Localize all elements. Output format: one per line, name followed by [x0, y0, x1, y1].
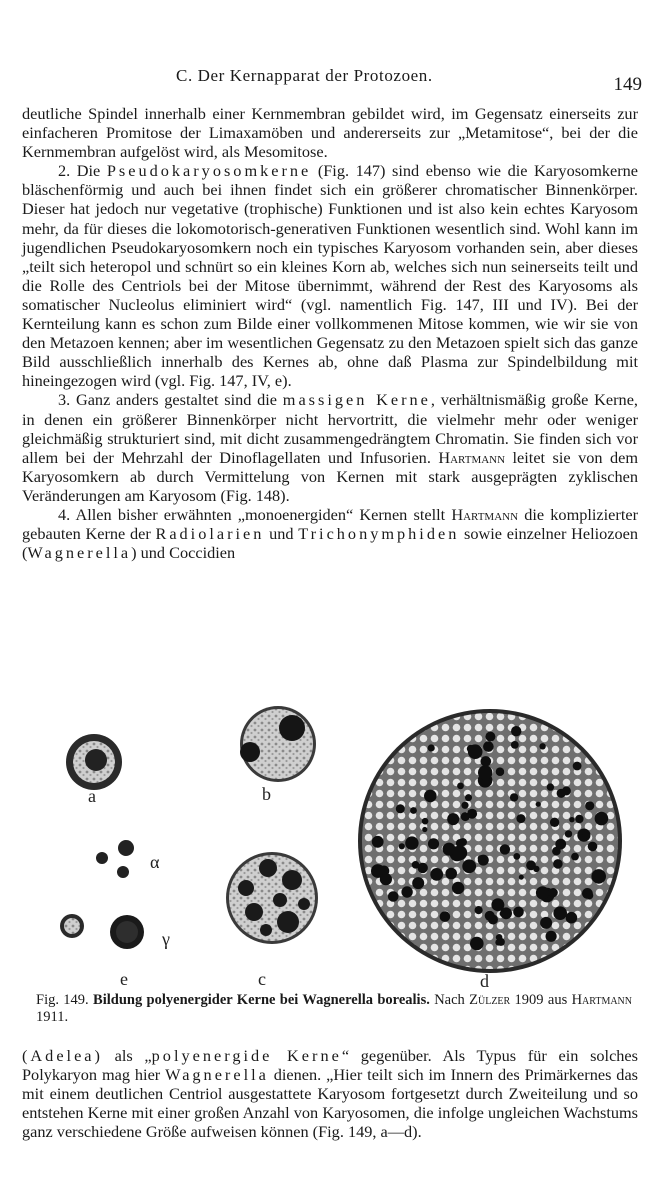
term-wagnerella: Wagnerella	[165, 1065, 269, 1085]
karyosome-dot	[388, 891, 399, 902]
karyosome-dot	[424, 790, 437, 803]
term-radiolarien: Radiolarien	[155, 524, 265, 544]
karyosome-dot	[422, 818, 429, 825]
nucleus-d	[358, 709, 622, 973]
karyosome-dot	[549, 888, 558, 897]
karyosome-dot	[452, 846, 467, 861]
karyosome-dot	[513, 853, 520, 860]
text-run: , verhältnismäßig große Kerne, in denen ein größerer Binnenkörper nicht hervortritt, die vielmehr mehr oder weniger gleichmäßig strukturiert sind, mit dicht zusammengedrängtem Chromatin. Sie finden sich vor allem bei der Mehrzahl der Dinoflagellaten und Infusorien.	[22, 390, 638, 467]
figure-caption	[36, 992, 632, 1026]
karyosome-dot	[496, 767, 505, 776]
karyosome-dot	[418, 863, 428, 873]
karyosome-dot	[430, 868, 443, 881]
karyosome-dot	[500, 844, 510, 854]
karyosome-dot	[465, 794, 472, 801]
karyosome-dot	[445, 868, 457, 880]
label-c: c	[258, 969, 266, 989]
karyosome-dot	[553, 859, 563, 869]
term-wagnerella: Wagnerella	[27, 543, 132, 563]
paragraph-4	[22, 505, 638, 562]
karyosome-dot	[566, 912, 578, 924]
karyosome-dot	[412, 877, 424, 889]
karyosome-dot	[452, 882, 464, 894]
karyosome-dot	[571, 853, 579, 861]
karyosome-dot	[399, 843, 405, 849]
karyosome-dot	[565, 830, 572, 837]
term-adelea: (Adelea)	[22, 1046, 103, 1065]
label-d: d	[480, 971, 489, 990]
karyosome-dot	[586, 892, 593, 899]
label-alpha: α	[150, 852, 160, 872]
text-run: leitet sie von dem Karyosomkern ab durch Vermittelung von Kernen mit stark ausgeprägten zyklischen Veränderungen am Karyosom (Fig. 148).	[22, 447, 638, 505]
author-name: Hartmann	[438, 447, 506, 467]
text-run: sowie einzelner Heliozoen (	[22, 524, 639, 563]
karyosome-dot	[500, 911, 505, 916]
figure-149	[22, 700, 638, 990]
karyosome-dot	[550, 818, 559, 827]
paragraph-5	[22, 1046, 638, 1141]
karyosome-dot	[461, 802, 468, 809]
karyosome-dot	[513, 907, 524, 918]
nucleus-e-stages	[60, 840, 144, 949]
caption-author: Zülzer	[469, 992, 511, 1008]
karyosome-dot	[497, 938, 505, 946]
karyosome-dot	[562, 786, 571, 795]
label-b: b	[262, 784, 271, 804]
term-pseudokaryosomkerne: Pseudokaryosomkerne	[106, 161, 312, 181]
karyosome-dot	[428, 838, 439, 849]
karyosome-dot	[573, 762, 582, 771]
karyosome-dot	[481, 756, 492, 767]
text-run: 2. Die	[58, 161, 107, 181]
text-run: als „	[102, 1046, 152, 1065]
karyosome-dot	[533, 866, 539, 872]
term-trichonymphiden: Trichonymphiden	[298, 524, 460, 544]
paragraph-1: deutliche Spindel innerhalb einer Kernmembran gebildet wird, im Gegensatz einerseits zur einfacheren Promitose der Limaxamöben und andererseits zur „Metamitose“, bei der die Kernmembran aufgelöst wird, als Mesomitose.	[22, 104, 638, 162]
karyosome-dot	[491, 898, 504, 911]
karyosome-dot	[401, 886, 412, 897]
karyosome-dot	[485, 732, 495, 742]
karyosome-dot	[595, 812, 609, 826]
caption-label: Fig. 149.	[36, 992, 89, 1008]
caption-author: Hartmann	[571, 992, 633, 1008]
caption-text: 1909 aus	[510, 992, 572, 1008]
nuclei-illustration	[22, 700, 638, 990]
caption-text: 1911.	[36, 1009, 69, 1025]
text-run: und	[264, 524, 299, 544]
karyosome-dot	[475, 906, 483, 914]
term-polyenergide-kerne: polyenergide Kerne	[151, 1046, 342, 1065]
karyosome-dot	[428, 744, 435, 751]
running-head: C. Der Kernapparat der Protozoen.	[176, 66, 433, 85]
karyosome-dot	[588, 842, 598, 852]
text-run: 3. Ganz anders gestaltet sind die	[58, 390, 283, 410]
karyosome-dot	[516, 814, 525, 823]
karyosome-dot	[405, 836, 418, 849]
author-name: Hartmann	[451, 504, 519, 524]
caption-title: Bildung polyenergider Kerne bei Wagnerella borealis.	[93, 992, 430, 1008]
karyosome-dot	[555, 839, 566, 850]
label-gamma: γ	[162, 929, 170, 949]
karyosome-dot	[396, 804, 405, 813]
nucleus-a	[66, 734, 122, 790]
karyosome-dot	[468, 744, 483, 759]
caption-text: Nach	[429, 992, 470, 1008]
body-text-bottom	[22, 1046, 638, 1141]
karyosome-dot	[470, 937, 484, 951]
karyosome-dot	[462, 859, 476, 873]
karyosome-dot	[582, 832, 589, 839]
karyosome-dot	[478, 765, 492, 779]
karyosome-dot	[483, 741, 494, 752]
karyosome-dot	[585, 801, 594, 810]
text-run: (Fig. 147) sind ebenso wie die Karyosomkerne bläschenförmig und auch bei ihnen findet sich ein größerer chromatischer Binnenkörper. Dieser hat jedoch nur vegetative (trophische) Funktionen und ist also kein echtes Karyosom mehr, da für dieses die lokomotorisch-generativen Funktionen wesentlich sind. Wohl kann im jugendlichen Pseudokaryosomkern noch ein typisches Karyosom vorhanden sein, aber dieses „teilt sich heteropol und schnürt so ein kleines Korn ab, welches sich nun seinerseits teilt und die Rolle des Centriols bei der Mitose übernimmt, während der Rest des Karyosoms als somatischer Nucleolus eliminiert wird“ (vgl. namentlich Fig. 147, III und IV). Bei der Kernteilung kann es schon zum Bilde einer vollkommenen Mitose kommen, wie wir sie von den Metazoen kennen; aber im wesentlichen Gegensatz zu den Metazoen spielt sich das ganze Bild ausschließlich innerhalb des Kernes ab, ohne daß Plasma zur Spindelbildung mit hineingezogen wird (vgl. Fig. 147, IV, e).	[22, 161, 639, 391]
karyosome-dot	[410, 807, 417, 814]
paragraph-3	[22, 390, 638, 505]
paragraph-2	[22, 161, 638, 390]
karyosome-dot	[569, 817, 574, 822]
karyosome-dot	[547, 783, 554, 790]
label-a: a	[88, 786, 96, 806]
term-massige-kerne: massigen Kerne	[282, 390, 431, 410]
text-run: ) und Coccidien	[131, 543, 236, 563]
karyosome-dot	[447, 813, 459, 825]
text-run: die komplizierter gebauten Kerne der	[22, 504, 638, 544]
karyosome-dot	[511, 726, 521, 736]
karyosome-dot	[536, 886, 549, 899]
karyosome-dot	[575, 815, 583, 823]
karyosome-dot	[422, 827, 427, 832]
karyosome-dot	[380, 873, 392, 885]
karyosome-dot	[536, 802, 541, 807]
karyosome-dot	[457, 783, 464, 790]
body-text-top	[22, 104, 638, 562]
karyosome-dot	[510, 793, 518, 801]
karyosome-dot	[440, 911, 451, 922]
karyosome-dot	[372, 836, 384, 848]
karyosome-dot	[591, 869, 606, 884]
nucleus-c	[226, 852, 318, 944]
page-number: 149	[613, 74, 642, 95]
karyosome-dot	[461, 812, 470, 821]
karyosome-dot	[546, 931, 557, 942]
karyosome-dot	[511, 741, 519, 749]
karyosome-dot	[485, 911, 495, 921]
karyosome-dot	[540, 917, 552, 929]
karyosome-dot	[539, 743, 545, 749]
text-run: 4. Allen bisher erwähnten „monoenergiden“ Kernen stellt	[58, 504, 452, 524]
karyosome-dot	[553, 906, 567, 920]
page-header	[0, 66, 662, 95]
text-run: dienen. „Hier teilt sich im Innern des Primärkernes das mit einem deutlichen Centriol ausgestattete Karyosom fortgesetzt durch Zweiteilung und so entstehen Kerne mit einer großen Anzahl von Karyosomen, die infolge ungleichen Wachstums ganz verschiedene Größe aufweisen können (Fig. 149, a—d).	[22, 1065, 639, 1142]
karyosome-dot	[519, 875, 524, 880]
karyosome-dot	[478, 855, 484, 861]
nucleus-b	[240, 706, 316, 782]
label-e: e	[120, 969, 128, 989]
text-run: “ gegenüber. Als Typus für ein solches Polykaryon mag hier	[22, 1046, 638, 1085]
